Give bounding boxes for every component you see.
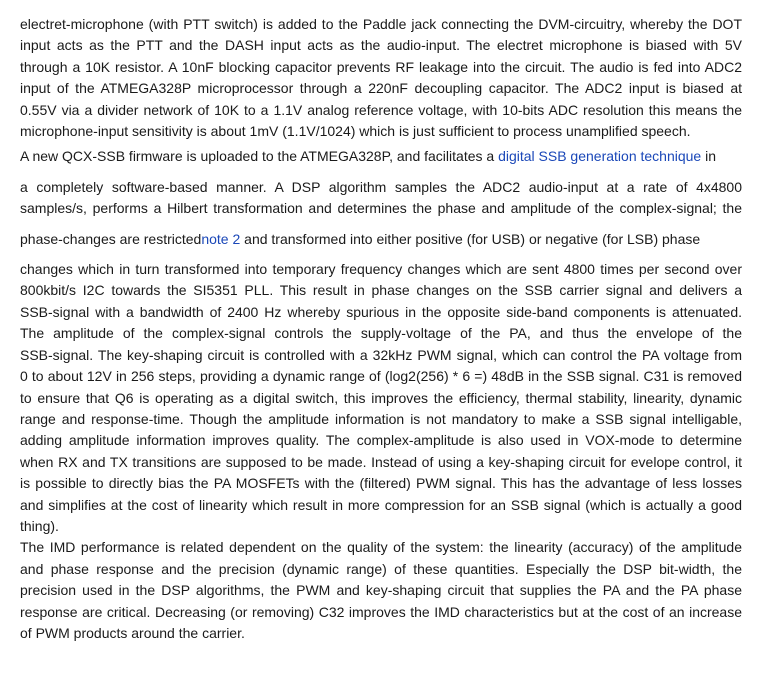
text-line: SSB-signal with a bandwidth of 2400 Hz whereby spurious in the opposite side-band components is attenuated.: [20, 303, 742, 320]
text-fragment: and transformed into either positive (for USB) or negative (for LSB) phase: [240, 230, 701, 247]
text-line: input acts as the PTT and the DASH input acts as the audio-input. The electret microphone is biased with 5V: [20, 37, 742, 54]
paragraph-ssb-details: [20, 259, 742, 644]
text-line: SSB-signal. The key-shaping circuit is controlled with a 32kHz PWM signal, which can control the PA voltage from: [20, 346, 742, 363]
text-fragment: A new QCX-SSB firmware is uploaded to the ATMEGA328P, and facilitates a: [20, 148, 499, 165]
text-line: to ensure that Q6 is operating as a digital switch, this improves the efficiency, thermal stability, linearity, dynamic: [20, 389, 742, 406]
text-line: The amplitude of the complex-signal controls the supply-voltage of the PA, and thus the envelope of the: [20, 325, 742, 342]
text-line: and simplifies at the cost of linearity which result in more compression for an SSB signal (which is actually a good: [20, 496, 742, 513]
text-line: [20, 229, 742, 250]
note-2-link[interactable]: note 2: [201, 230, 241, 247]
paragraph-microphone: [20, 14, 742, 142]
text-line: when RX and TX transitions are supposed to be made. Instead of using a key-shaping circuit for evelope control, it: [20, 453, 742, 470]
text-line: response are critical. Decreasing (or removing) C32 improves the IMD characteristics but at the cost of an increase: [20, 603, 742, 620]
text-line: precision used in the DSP algorithms, the PWM and key-shaping circuit that supplies the PA and the PA phase: [20, 582, 742, 599]
text-fragment: phase-changes are restricted: [20, 230, 202, 247]
paragraph-dsp: [20, 177, 742, 220]
text-line: [20, 146, 742, 167]
text-line: of PWM products around the carrier.: [20, 624, 245, 641]
text-line: a completely software-based manner. A DSP algorithm samples the ADC2 audio-input at a rate of 4x4800: [20, 178, 742, 195]
paragraph-phase: [20, 229, 742, 250]
text-line: input of the ATMEGA328P microprocessor through a 220nF decoupling capacitor. The ADC2 input is biased at: [20, 80, 742, 97]
text-line: adding amplitude information improves quality. The complex-amplitude is also used in VOX-mode to determine: [20, 432, 742, 449]
digital-ssb-link[interactable]: digital SSB generation technique: [498, 148, 702, 165]
text-line: through a 10K resistor. A 10nF blocking capacitor prevents RF leakage into the circuit. The audio is fed into ADC2: [20, 58, 742, 75]
text-line: changes which in turn transformed into temporary frequency changes which are sent 4800 times per second over: [20, 261, 742, 278]
text-line: electret-microphone (with PTT switch) is added to the Paddle jack connecting the DVM-circuitry, whereby the DOT: [20, 16, 742, 32]
text-line: range and response-time. Though the amplitude information is not mandatory to make a SSB signal intelligable,: [20, 410, 742, 427]
text-line: and phase response and the precision (dynamic range) of these quantities. Especially the DSP bit-width, the: [20, 560, 742, 577]
text-line: 0 to about 12V in 256 steps, providing a dynamic range of (log2(256) * 6 =) 48dB in the SSB signal. C31 is removed: [20, 368, 742, 385]
text-line: 800kbit/s I2C towards the SI5351 PLL. This result in phase changes on the SSB carrier signal and delivers a: [20, 282, 742, 299]
text-line: samples/s, performs a Hilbert transformation and determines the phase and amplitude of the complex-signal; the: [20, 200, 742, 217]
text-line: thing).: [20, 517, 59, 534]
text-line: microphone-input sensitivity is about 1mV (1.1V/1024) which is just sufficient to process unamplified speech.: [20, 123, 691, 140]
text-line: The IMD performance is related dependent on the quality of the system: the linearity (accuracy) of the amplitude: [20, 539, 742, 556]
text-line: is possible to directly bias the PA MOSFETs with the (filtered) PWM signal. This has the advantage of less losses: [20, 475, 742, 492]
paragraph-firmware: [20, 146, 742, 167]
article-body: [20, 14, 742, 644]
text-line: 0.55V via a divider network of 10K to a 1.1V analog reference voltage, with 10-bits ADC resolution this means the: [20, 101, 742, 118]
text-fragment: in: [701, 148, 717, 165]
